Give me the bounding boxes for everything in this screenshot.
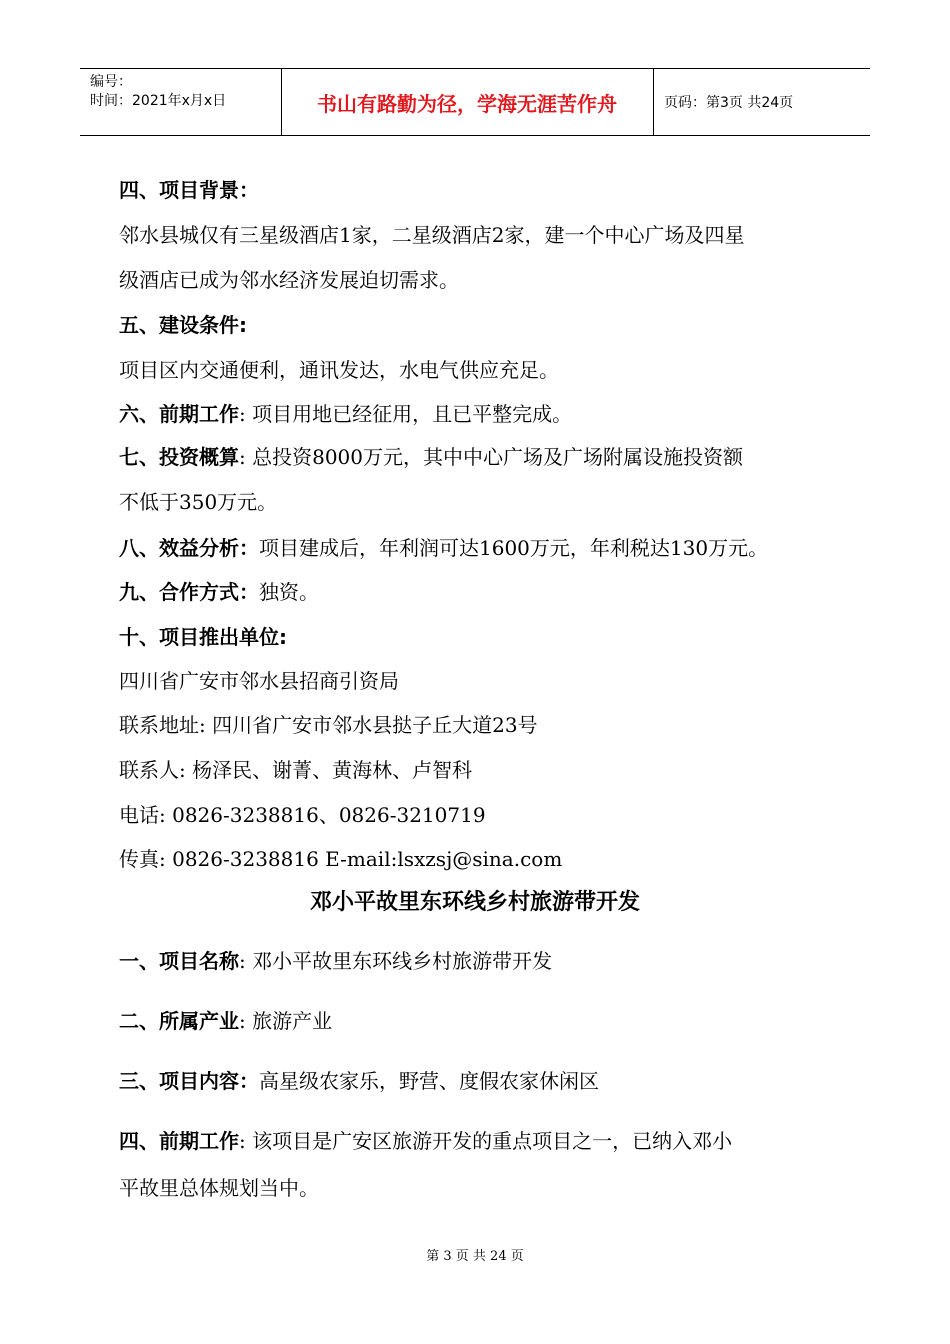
- industry-text: : 旅游产业: [239, 1009, 333, 1033]
- header-divider: [653, 69, 654, 135]
- document-number-label: 编号：: [90, 74, 132, 90]
- investment-text: : 总投资8000万元，其中中心广场及广场附属设施投资额: [239, 445, 743, 469]
- page-header: [80, 68, 870, 136]
- cooperation-text: 独资。: [259, 580, 319, 604]
- industry-heading: 二、所属产业: [119, 1009, 239, 1033]
- contact-phone: 电话: 0826-3238816、0826-3210719: [119, 803, 486, 827]
- conditions-heading: 五、建设条件:: [119, 313, 247, 337]
- unit-heading: 十、项目推出单位:: [119, 625, 287, 649]
- header-meta: [90, 73, 280, 111]
- contact-fax-email: 传真: 0826-3238816 E-mail:lsxzsj@sina.com: [119, 847, 563, 871]
- document-date: 时间：2021年x月x日: [90, 93, 227, 109]
- preliminary-work-line: [119, 398, 572, 427]
- benefit-heading: 八、效益分析：: [119, 536, 259, 560]
- header-page-info: 页码：第3页 共24页: [664, 95, 794, 111]
- content-line: [119, 1065, 599, 1094]
- background-text: 级酒店已成为邻水经济发展迫切需求。: [119, 268, 459, 292]
- background-text: 邻水县城仅有三星级酒店1家，二星级酒店2家，建一个中心广场及四星: [119, 223, 745, 247]
- project-title: 邓小平故里东环线乡村旅游带开发: [309, 890, 640, 915]
- investment-line: [119, 441, 743, 470]
- benefit-text: 项目建成后，年利润可达1600万元，年利税达130万元。: [259, 536, 769, 560]
- conditions-text: 项目区内交通便利，通讯发达，水电气供应充足。: [119, 358, 559, 382]
- project-name-text: : 邓小平故里东环线乡村旅游带开发: [239, 949, 553, 973]
- preliminary2-heading: 四、前期工作: [119, 1129, 239, 1153]
- background-heading: 四、项目背景：: [119, 178, 259, 202]
- content-heading: 三、项目内容：: [119, 1069, 259, 1093]
- contact-address: 联系地址: 四川省广安市邻水县挞子丘大道23号: [119, 713, 538, 737]
- preliminary-heading: 六、前期工作: [119, 402, 239, 426]
- header-motto: 书山有路勤为径，学海无涯苦作舟: [317, 91, 617, 116]
- page-footer: 第 3 页 共 24 页: [426, 1249, 524, 1264]
- industry-line: [119, 1005, 332, 1034]
- cooperation-line: [119, 576, 319, 605]
- preliminary2-text: 平故里总体规划当中。: [119, 1176, 319, 1200]
- investment-heading: 七、投资概算: [119, 445, 239, 469]
- preliminary2-text: : 该项目是广安区旅游开发的重点项目之一，已纳入邓小: [239, 1129, 733, 1153]
- project-name-heading: 一、项目名称: [119, 949, 239, 973]
- project-name-line: [119, 945, 552, 974]
- content-text: 高星级农家乐，野营、度假农家休闲区: [259, 1069, 599, 1093]
- benefit-line: [119, 532, 768, 561]
- preliminary2-line: [119, 1125, 732, 1154]
- unit-name: 四川省广安市邻水县招商引资局: [119, 669, 399, 693]
- investment-text: 不低于350万元。: [119, 490, 278, 514]
- contact-persons: 联系人: 杨泽民、谢菁、黄海林、卢智科: [119, 758, 473, 782]
- preliminary-text: : 项目用地已经征用，且已平整完成。: [239, 402, 573, 426]
- cooperation-heading: 九、合作方式：: [119, 580, 259, 604]
